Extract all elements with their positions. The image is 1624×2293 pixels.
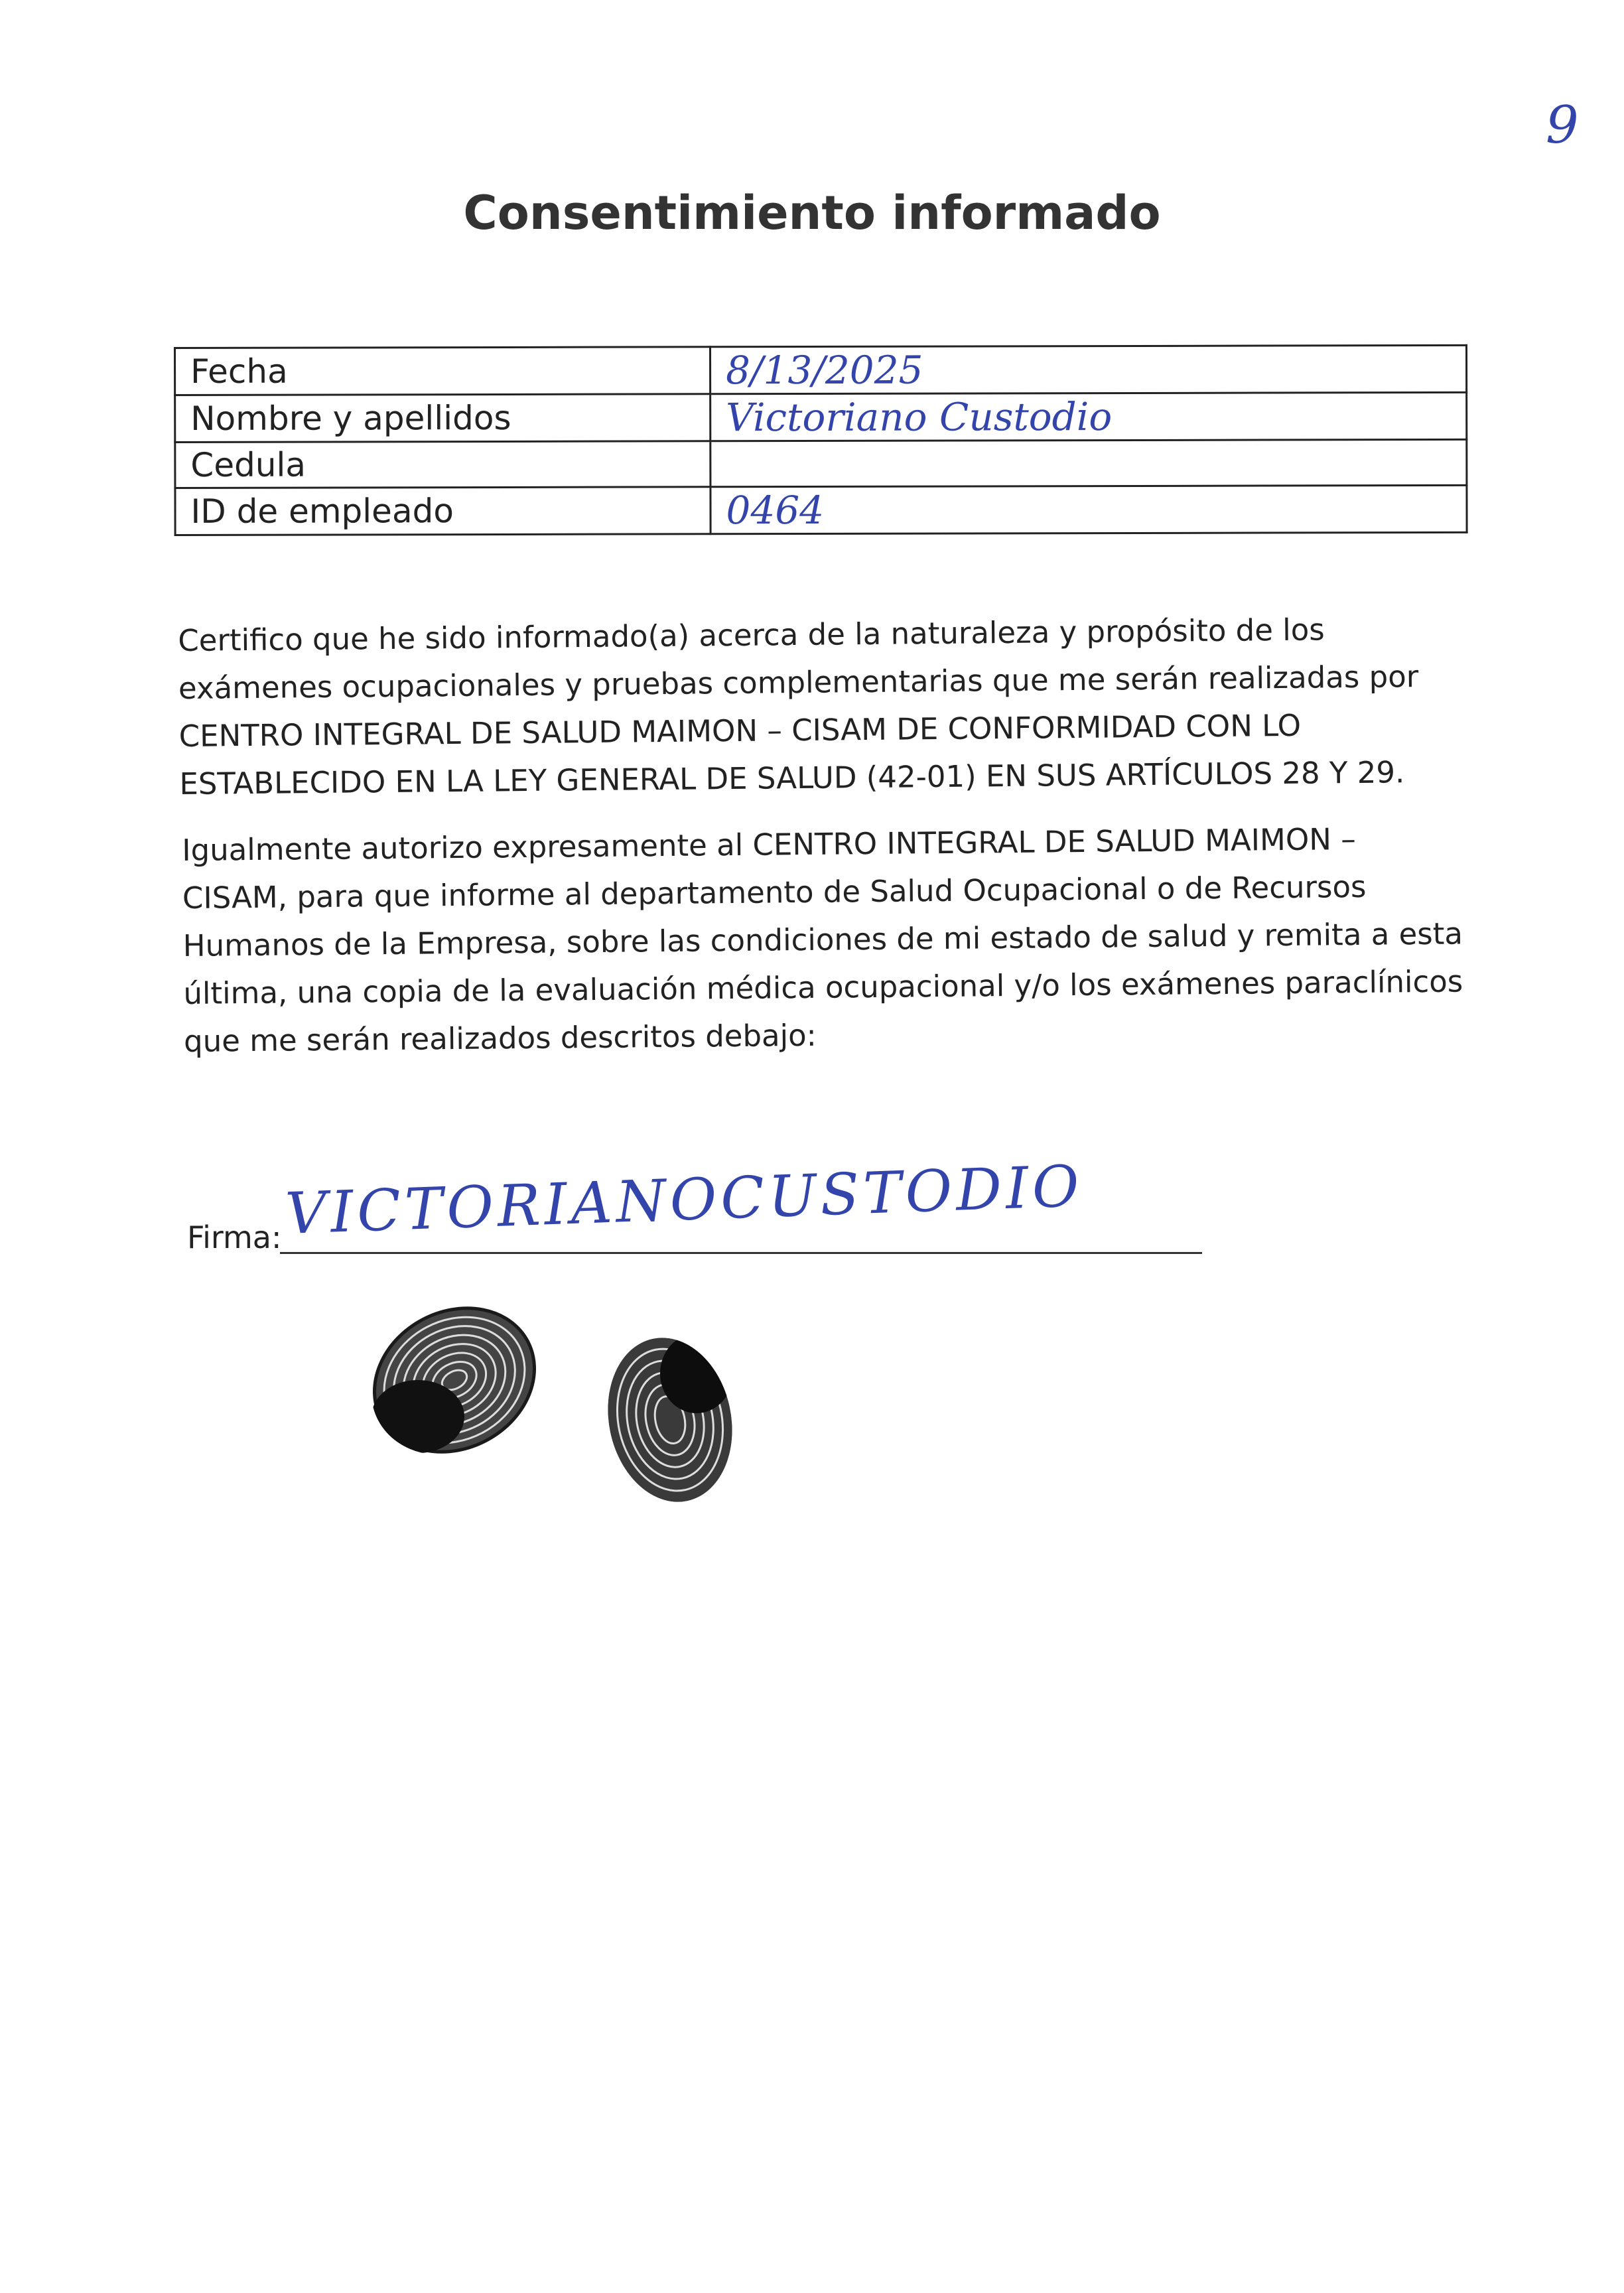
authorization-paragraph: Igualmente autorizo expresamente al CENTRO INTEGRAL DE SALUD MAIMON – CISAM, para que informe al departamento de Salud Ocupacional o de Recursos Humanos de la Empresa, sobre las condiciones de mi estado de salud y remita a esta última, una copia de la evaluación médica ocupacional y/o los exámenes paraclínicos que me serán realizados descritos debajo:	[182, 821, 1463, 1059]
table-row-nombre	[175, 392, 1467, 442]
signature-label: Firma:	[187, 1219, 282, 1255]
table-row-id	[175, 485, 1467, 535]
name-field: Victoriano Custodio	[710, 392, 1467, 441]
table-row-fecha	[175, 345, 1467, 395]
date-field: 8/13/2025	[710, 345, 1467, 393]
field-label: Cedula	[175, 441, 710, 488]
cedula-field	[710, 439, 1467, 486]
handwritten-signature: VICTORIANOCUSTODIO	[284, 1153, 1085, 1247]
info-table	[174, 344, 1468, 536]
consent-paragraph: Certifico que he sido informado(a) acerca de la naturaleza y propósito de los exámenes ocupacionales y pruebas complementarias que me serán realizadas por CENTRO INTEGRAL DE SALUD MAIMON – CISAM DE CONFORMIDAD CON LO ESTABLECIDO EN LA LEY GENERAL DE SALUD (42-01) EN SUS ARTÍCULOS 28 Y 29.	[178, 612, 1419, 801]
fingerprint-icon	[355, 1290, 554, 1470]
table-row-cedula	[175, 439, 1467, 488]
field-label: ID de empleado	[175, 487, 710, 535]
field-label: Nombre y apellidos	[175, 394, 710, 443]
fingerprint-icon	[597, 1327, 743, 1519]
employee-id-field: 0464	[710, 485, 1467, 533]
field-label: Fecha	[175, 347, 710, 395]
page-title: Consentimiento informado	[463, 186, 1161, 240]
signature-line	[280, 1252, 1202, 1254]
page-number: 9	[1546, 96, 1579, 155]
signature-block	[187, 1153, 1202, 1267]
